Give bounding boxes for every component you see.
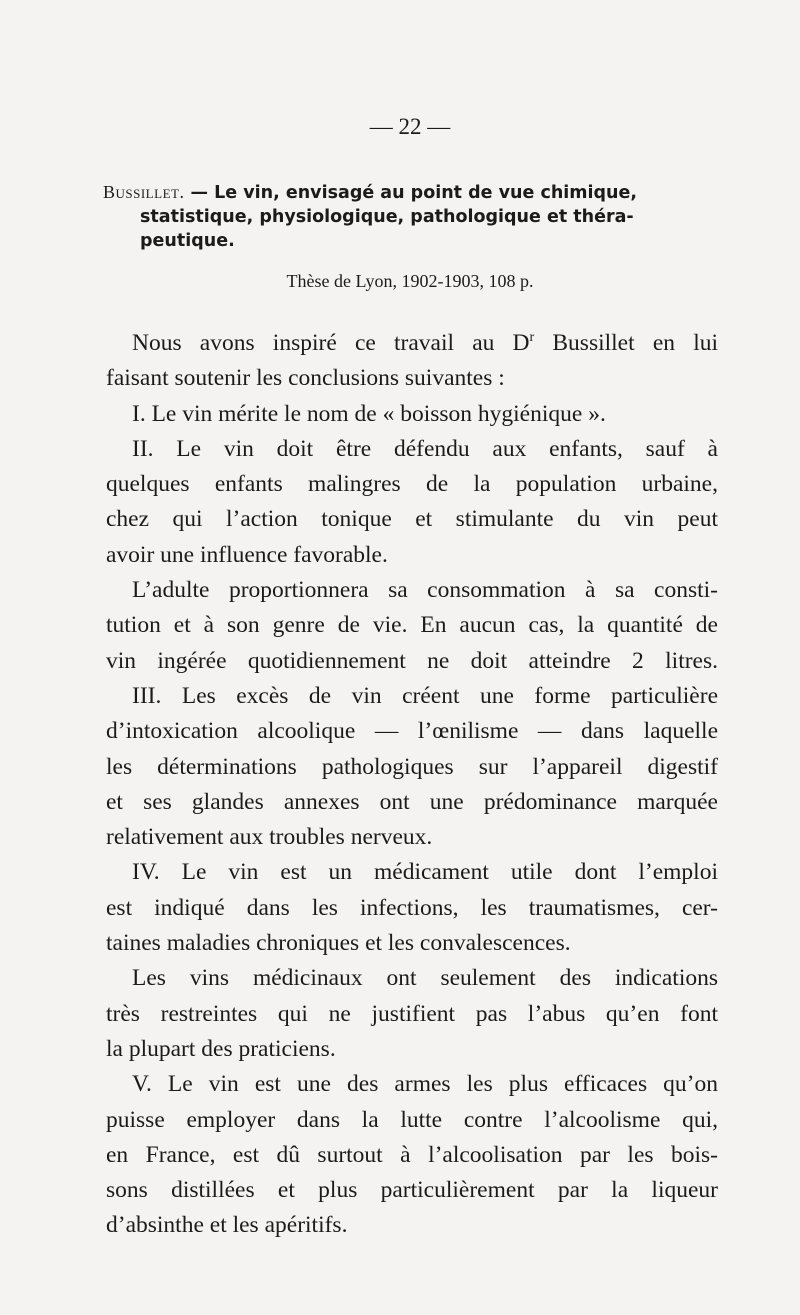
text-line: puisse employer dans la lutte contre l’alcoolisme qui, <box>106 1106 718 1133</box>
reference-title-line-1 <box>103 180 723 205</box>
text-line: faisant soutenir les conclusions suivantes : <box>106 365 505 392</box>
text-line: V. Le vin est une des armes les plus efficaces qu’on <box>132 1071 718 1098</box>
text-line: III. Les excès de vin créent une forme particulière <box>132 682 718 709</box>
superscript: r <box>529 330 535 345</box>
text-line: sons distillées et plus particulièrement par la liqueur <box>106 1177 718 1204</box>
reference-source: Thèse de Lyon, 1902-1903, 108 p. <box>286 271 534 291</box>
text-line: quelques enfants malingres de la population urbaine, <box>106 471 718 498</box>
text-line: L’adulte proportionnera sa consommation à sa consti- <box>132 577 718 604</box>
text-fragment: Nous avons inspiré ce travail au D <box>132 330 530 356</box>
text-line: chez qui l’action tonique et stimulante du vin peut <box>106 506 718 533</box>
bibliographic-reference <box>103 180 723 253</box>
page-number: — 22 — <box>369 114 451 139</box>
text-fragment: Bussillet en lui <box>534 330 719 356</box>
reference-title-line-3: peutique. <box>140 231 235 251</box>
text-line: en France, est dû surtout à l’alcoolisation par les bois- <box>106 1141 718 1168</box>
text-line: les déterminations pathologiques sur l’appareil digestif <box>106 753 718 780</box>
text-line: taines maladies chroniques et les convalescences. <box>106 930 571 957</box>
text-line: tution et à son genre de vie. En aucun cas, la quantité de <box>106 612 718 639</box>
text-line: très restreintes qui ne justifient pas l’abus qu’en font <box>106 1000 718 1027</box>
text-line: IV. Le vin est un médicament utile dont l’emploi <box>132 859 718 886</box>
reference-title-line-2: statistique, physiologique, pathologique et théra- <box>140 207 634 227</box>
text-line: la plupart des praticiens. <box>106 1035 336 1062</box>
text-line: d’absinthe et les apéritifs. <box>106 1212 348 1239</box>
text-line: est indiqué dans les infections, les traumatismes, cer- <box>106 894 718 921</box>
text-line <box>106 326 718 361</box>
text-line: vin ingérée quotidiennement ne doit atteindre 2 litres. <box>106 647 718 674</box>
text-line: II. Le vin doit être défendu aux enfants, sauf à <box>132 435 718 462</box>
reference-author: Bussillet. <box>103 182 185 202</box>
body-text <box>106 326 718 1244</box>
text-line: I. Le vin mérite le nom de « boisson hygiénique ». <box>132 400 606 427</box>
text-line: et ses glandes annexes ont une prédominance marquée <box>106 788 718 815</box>
text-line: relativement aux troubles nerveux. <box>106 824 433 851</box>
text-line: Les vins médicinaux ont seulement des indications <box>132 965 718 992</box>
text-line: d’intoxication alcoolique — l’œnilisme — dans laquelle <box>106 718 718 745</box>
reference-title-part-1: — Le vin, envisagé au point de vue chimique, <box>190 183 638 203</box>
text-line: avoir une influence favorable. <box>106 541 388 568</box>
